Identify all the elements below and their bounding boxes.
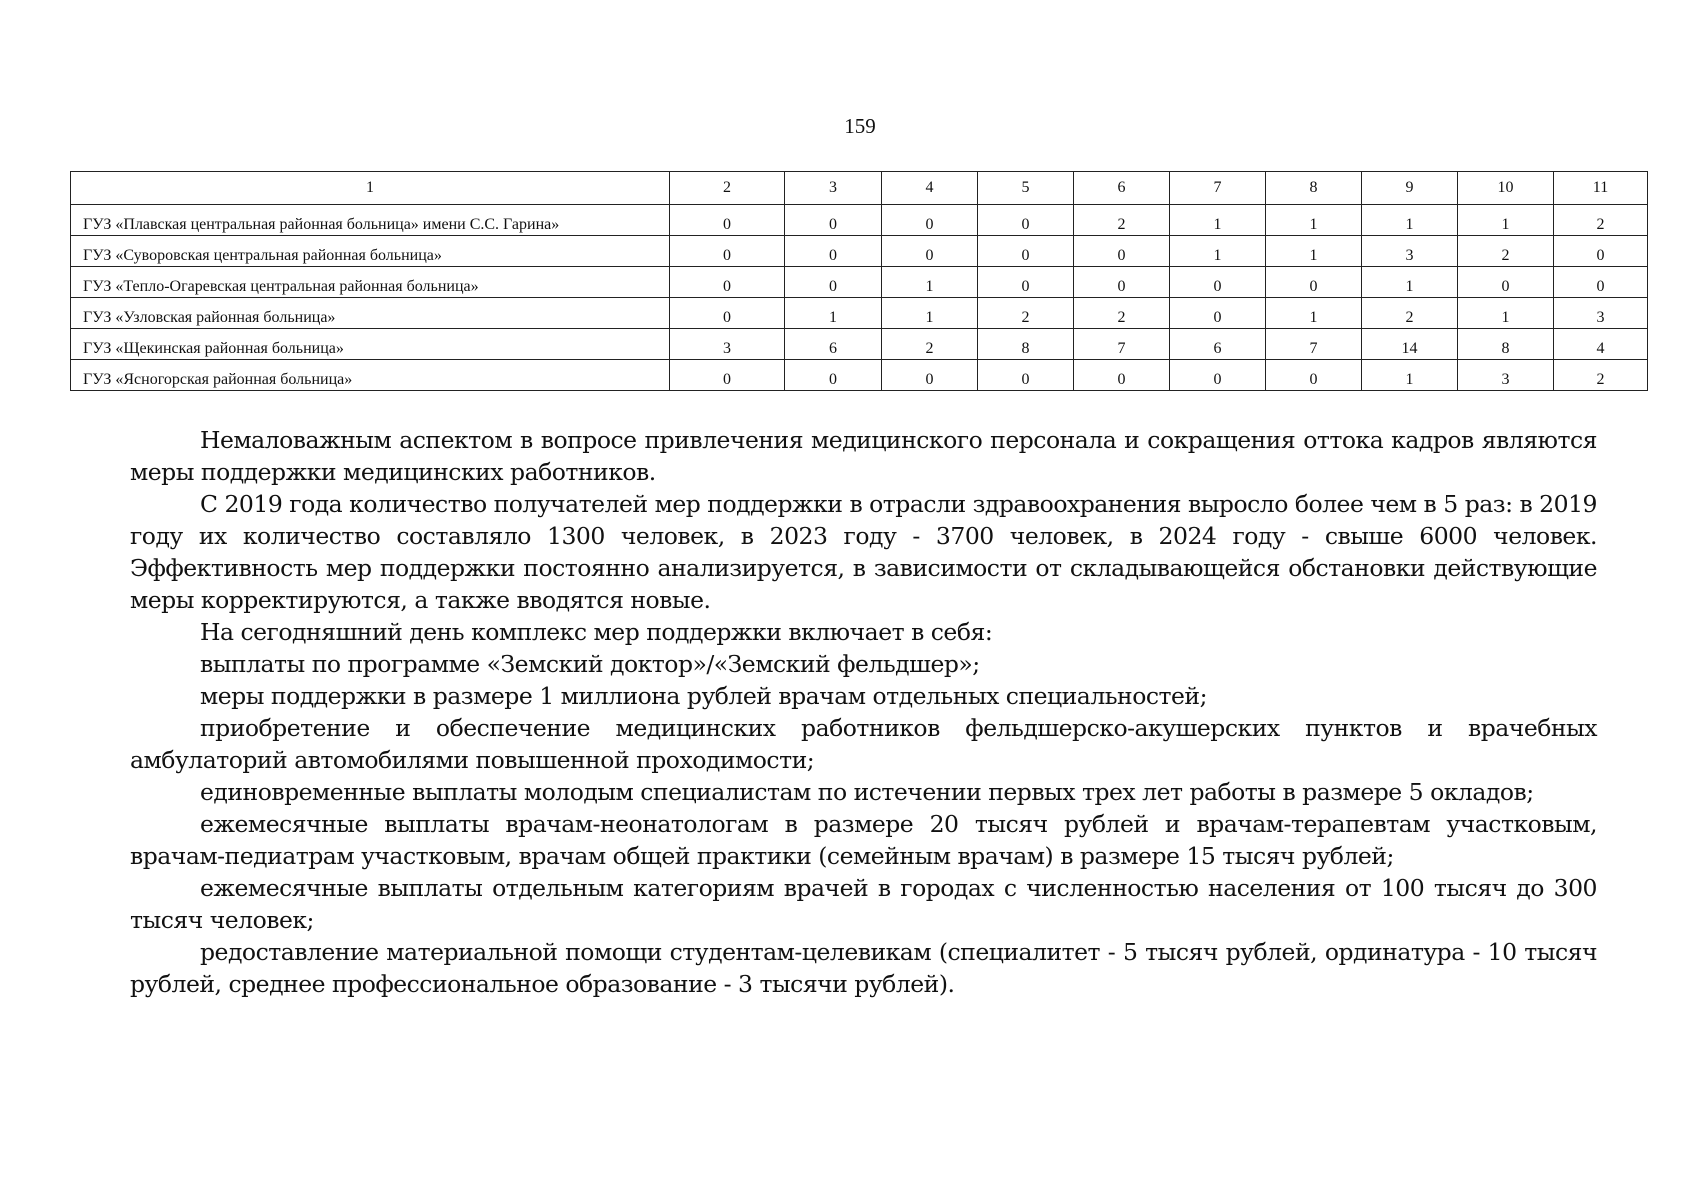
- table-cell: 0: [882, 205, 978, 236]
- table-cell: 2: [978, 298, 1074, 329]
- table-cell: 3: [1362, 236, 1458, 267]
- paragraph: единовременные выплаты молодым специалистам по истечении первых трех лет работы в размере 5 окладов;: [200, 778, 1534, 806]
- table-cell: 0: [1074, 360, 1170, 391]
- table-cell: 0: [978, 205, 1074, 236]
- paragraph: меры поддержки в размере 1 миллиона рублей врачам отдельных специальностей;: [200, 682, 1207, 710]
- table-row: [71, 205, 1648, 236]
- table-cell: 7: [1266, 329, 1362, 360]
- table-cell: 7: [1074, 329, 1170, 360]
- table-cell: 2: [1362, 298, 1458, 329]
- table-row: [71, 360, 1648, 391]
- column-header: 2: [670, 172, 785, 205]
- table-cell: 0: [978, 360, 1074, 391]
- hospital-name-cell: ГУЗ «Суворовская центральная районная больница»: [71, 236, 670, 267]
- table-cell: 0: [882, 236, 978, 267]
- table-cell: 2: [1554, 360, 1648, 391]
- table-cell: 1: [785, 298, 882, 329]
- table-cell: 0: [785, 360, 882, 391]
- table-cell: 6: [1170, 329, 1266, 360]
- table-cell: 0: [1458, 267, 1554, 298]
- column-header: 4: [882, 172, 978, 205]
- table-header-row: [71, 172, 1648, 205]
- table-cell: 1: [882, 298, 978, 329]
- table-cell: 8: [978, 329, 1074, 360]
- table-cell: 0: [882, 360, 978, 391]
- table-cell: 0: [1170, 298, 1266, 329]
- table-cell: 3: [1554, 298, 1648, 329]
- table-cell: 1: [1266, 236, 1362, 267]
- table-cell: 0: [1554, 236, 1648, 267]
- table-cell: 2: [1458, 236, 1554, 267]
- table-cell: 0: [1170, 267, 1266, 298]
- table-row: [71, 329, 1648, 360]
- paragraph: ежемесячные выплаты отдельным категориям врачей в городах с численностью населения от 100 тысяч до 300 тысяч человек;: [130, 874, 1597, 934]
- table-cell: 14: [1362, 329, 1458, 360]
- table-cell: 1: [1458, 205, 1554, 236]
- table-cell: 0: [978, 267, 1074, 298]
- table-cell: 2: [1074, 298, 1170, 329]
- table-cell: 1: [1458, 298, 1554, 329]
- paragraph: редоставление материальной помощи студентам-целевикам (специалитет - 5 тысяч рублей, ординатура - 10 тысяч рублей, среднее профессиональное образование - 3 тысячи рублей).: [130, 938, 1597, 998]
- hospital-name-cell: ГУЗ «Плавская центральная районная больница» имени С.С. Гарина»: [71, 205, 670, 236]
- hospital-name-cell: ГУЗ «Ясногорская районная больница»: [71, 360, 670, 391]
- table-cell: 0: [1170, 360, 1266, 391]
- table-cell: 1: [1170, 236, 1266, 267]
- table-cell: 0: [670, 298, 785, 329]
- hospital-name-cell: ГУЗ «Тепло-Огаревская центральная районная больница»: [71, 267, 670, 298]
- paragraph: приобретение и обеспечение медицинских работников фельдшерско-акушерских пунктов и врачебных амбулаторий автомобилями повышенной проходимости;: [130, 714, 1597, 774]
- table-cell: 1: [1170, 205, 1266, 236]
- table-cell: 1: [1362, 360, 1458, 391]
- paragraph: выплаты по программе «Земский доктор»/«Земский фельдшер»;: [200, 650, 980, 678]
- table-cell: 0: [978, 236, 1074, 267]
- page-number: 159: [844, 114, 876, 138]
- paragraph: ежемесячные выплаты врачам-неонатологам в размере 20 тысяч рублей и врачам-терапевтам участковым, врачам-педиатрам участковым, врачам общей практики (семейным врачам) в размере 15 тысяч рублей;: [130, 810, 1597, 870]
- table-cell: 0: [1074, 267, 1170, 298]
- statistics-table: [70, 171, 1648, 391]
- table-row: [71, 267, 1648, 298]
- table-row: [71, 298, 1648, 329]
- table-row: [71, 236, 1648, 267]
- table-cell: 2: [882, 329, 978, 360]
- column-header: 7: [1170, 172, 1266, 205]
- column-header: 6: [1074, 172, 1170, 205]
- table-cell: 0: [785, 236, 882, 267]
- table-cell: 1: [1266, 298, 1362, 329]
- column-header: 10: [1458, 172, 1554, 205]
- table-cell: 2: [1074, 205, 1170, 236]
- paragraph: Немаловажным аспектом в вопросе привлечения медицинского персонала и сокращения оттока кадров являются меры поддержки медицинских работников.: [130, 426, 1597, 486]
- column-header: 9: [1362, 172, 1458, 205]
- table-cell: 0: [1554, 267, 1648, 298]
- table-cell: 1: [1362, 267, 1458, 298]
- table-cell: 1: [1266, 205, 1362, 236]
- table-cell: 0: [785, 205, 882, 236]
- column-header: 3: [785, 172, 882, 205]
- table-cell: 3: [670, 329, 785, 360]
- column-header: 5: [978, 172, 1074, 205]
- table-cell: 0: [670, 360, 785, 391]
- hospital-name-cell: ГУЗ «Щекинская районная больница»: [71, 329, 670, 360]
- table-cell: 0: [785, 267, 882, 298]
- table-cell: 2: [1554, 205, 1648, 236]
- table-cell: 0: [1266, 267, 1362, 298]
- paragraph: На сегодняшний день комплекс мер поддержки включает в себя:: [200, 618, 993, 646]
- table-cell: 0: [670, 236, 785, 267]
- table-cell: 1: [1362, 205, 1458, 236]
- table-cell: 0: [1074, 236, 1170, 267]
- table-cell: 0: [670, 205, 785, 236]
- column-header: 11: [1554, 172, 1648, 205]
- table-cell: 0: [670, 267, 785, 298]
- table-cell: 1: [882, 267, 978, 298]
- table-cell: 6: [785, 329, 882, 360]
- column-header: 1: [71, 172, 670, 205]
- table-cell: 0: [1266, 360, 1362, 391]
- hospital-name-cell: ГУЗ «Узловская районная больница»: [71, 298, 670, 329]
- paragraph: С 2019 года количество получателей мер поддержки в отрасли здравоохранения выросло более чем в 5 раз: в 2019 году их количество составляло 1300 человек, в 2023 году - 3700 человек, в 2024 году - свыше 6000 человек. Эффективность мер поддержки постоянно анализируется, в зависимости от складывающейся обстановки действующие меры корректируются, а также вводятся новые.: [130, 490, 1597, 614]
- table-cell: 4: [1554, 329, 1648, 360]
- table-cell: 8: [1458, 329, 1554, 360]
- body-text: [130, 424, 1597, 1000]
- column-header: 8: [1266, 172, 1362, 205]
- table-cell: 3: [1458, 360, 1554, 391]
